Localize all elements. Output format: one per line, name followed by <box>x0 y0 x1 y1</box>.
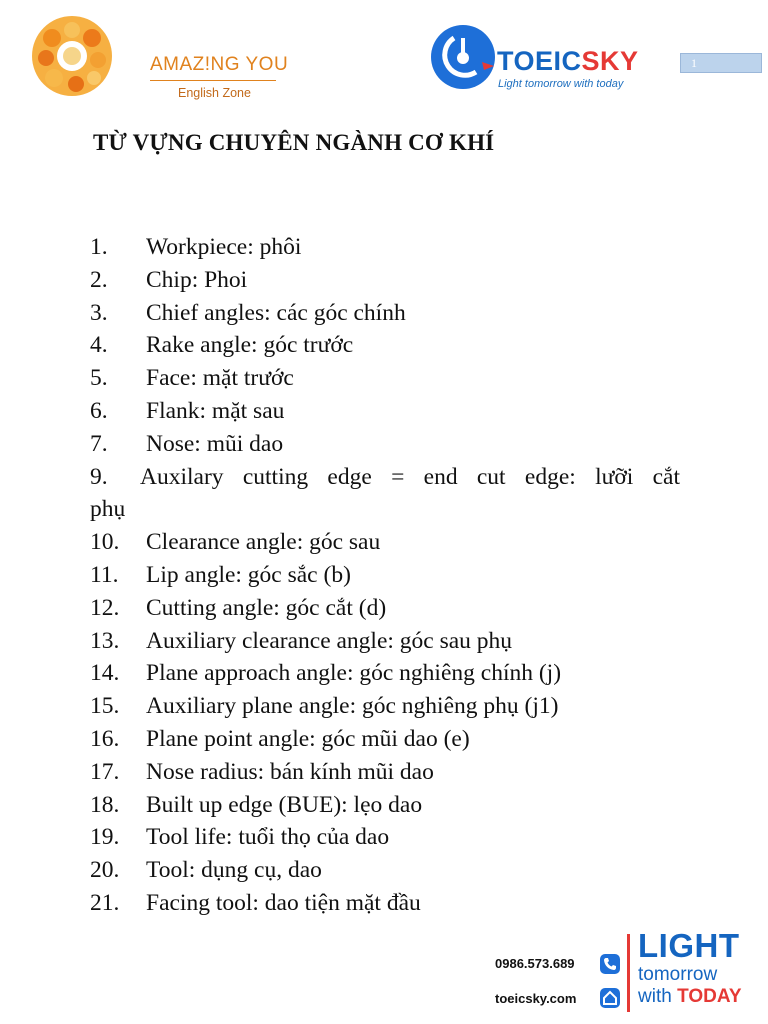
slogan-tomorrow: tomorrow <box>638 964 718 985</box>
item-number: 21. <box>90 889 120 916</box>
slogan-with-today <box>638 986 742 1008</box>
item-text: Lip angle: góc sắc (b) <box>146 561 351 588</box>
item-number: 9. <box>90 463 108 490</box>
amazing-you-sphere-icon <box>30 14 114 98</box>
item-text-line-2: phụ <box>90 496 126 523</box>
list-item <box>90 690 680 723</box>
item-text: Workpiece: phôi <box>146 234 302 260</box>
item-number: 20. <box>90 857 120 884</box>
list-item <box>90 362 680 395</box>
slogan-light: LIGHT <box>638 927 740 964</box>
item-text: Tool: dụng cụ, dao <box>146 857 322 884</box>
item-line-1 <box>90 461 680 494</box>
phone-icon <box>600 954 620 974</box>
item-number: 14. <box>90 660 120 687</box>
item-text: Auxiliary plane angle: góc nghiêng phụ (j1) <box>146 693 559 720</box>
item-number: 10. <box>90 529 120 556</box>
item-number: 16. <box>90 725 120 752</box>
item-text: Chief angles: các góc chính <box>146 299 406 326</box>
item-text: Built up edge (BUE): lẹo dao <box>146 791 423 818</box>
item-text: Auxiliary clearance angle: góc sau phụ <box>146 627 513 654</box>
website-link[interactable]: toeicsky.com <box>495 991 577 1006</box>
list-item <box>90 428 680 461</box>
toeicsky-name-b: SKY <box>581 46 639 76</box>
item-number: 18. <box>90 791 120 818</box>
amazing-you-name: AMAZ!NG YOU <box>150 54 289 75</box>
item-text: Flank: mặt sau <box>146 397 285 424</box>
vocabulary-list <box>90 231 680 920</box>
item-number: 15. <box>90 693 120 720</box>
list-item <box>90 264 680 297</box>
amazing-you-logo <box>30 14 289 104</box>
toeicsky-head-icon <box>430 24 496 90</box>
item-number: 13. <box>90 627 120 654</box>
item-text: Plane approach angle: góc nghiêng chính (j) <box>146 660 562 687</box>
item-number: 12. <box>90 594 120 621</box>
list-item <box>90 723 680 756</box>
phone-number: 0986.573.689 <box>495 956 575 971</box>
list-item <box>90 789 680 822</box>
toeicsky-tagline: Light tomorrow with today <box>498 78 624 90</box>
item-number: 1. <box>90 234 108 260</box>
home-icon <box>600 988 620 1008</box>
item-number: 19. <box>90 824 120 851</box>
list-item <box>90 756 680 789</box>
page-title: TỪ VỰNG CHUYÊN NGÀNH CƠ KHÍ <box>93 130 495 155</box>
list-item <box>90 559 680 592</box>
item-number: 11. <box>90 561 119 588</box>
footer-contact <box>490 928 750 1018</box>
item-number: 3. <box>90 299 108 326</box>
list-item <box>90 854 680 887</box>
list-item <box>90 625 680 658</box>
item-text: Facing tool: dao tiện mặt đầu <box>146 889 421 916</box>
list-item <box>90 329 680 362</box>
list-item <box>90 887 680 920</box>
slogan-today: TODAY <box>677 986 742 1007</box>
list-item <box>90 821 680 854</box>
list-item <box>90 461 680 527</box>
item-number: 2. <box>90 266 108 293</box>
item-text: Face: mặt trước <box>146 365 294 392</box>
page-number-box: 1 <box>680 53 762 73</box>
item-number: 6. <box>90 397 108 424</box>
toeicsky-name <box>497 46 639 77</box>
item-text: Clearance angle: góc sau <box>146 529 381 556</box>
list-item <box>90 231 680 264</box>
item-text: Rake angle: góc trước <box>146 332 354 359</box>
list-item <box>90 526 680 559</box>
list-item <box>90 297 680 330</box>
list-item <box>90 592 680 625</box>
item-text: Cutting angle: góc cắt (d) <box>146 594 387 621</box>
item-text-line-1: Auxilary cutting edge = end cut edge: lưỡi cắt <box>140 463 680 490</box>
list-item <box>90 395 680 428</box>
item-number: 7. <box>90 430 108 457</box>
item-number: 5. <box>90 365 108 392</box>
toeicsky-logo <box>430 24 650 94</box>
amazing-you-divider <box>150 80 276 81</box>
footer-divider <box>627 934 630 1012</box>
item-text: Nose radius: bán kính mũi dao <box>146 758 434 785</box>
amazing-you-subtitle: English Zone <box>178 86 251 100</box>
list-item <box>90 657 680 690</box>
item-text: Nose: mũi dao <box>146 430 284 457</box>
item-text: Plane point angle: góc mũi dao (e) <box>146 725 470 752</box>
item-number: 4. <box>90 332 108 359</box>
item-number: 17. <box>90 758 120 785</box>
slogan-with: with <box>638 986 672 1007</box>
item-text: Chip: Phoi <box>146 266 248 293</box>
toeicsky-name-a: TOEIC <box>497 46 582 76</box>
item-text: Tool life: tuổi thọ của dao <box>146 824 390 851</box>
